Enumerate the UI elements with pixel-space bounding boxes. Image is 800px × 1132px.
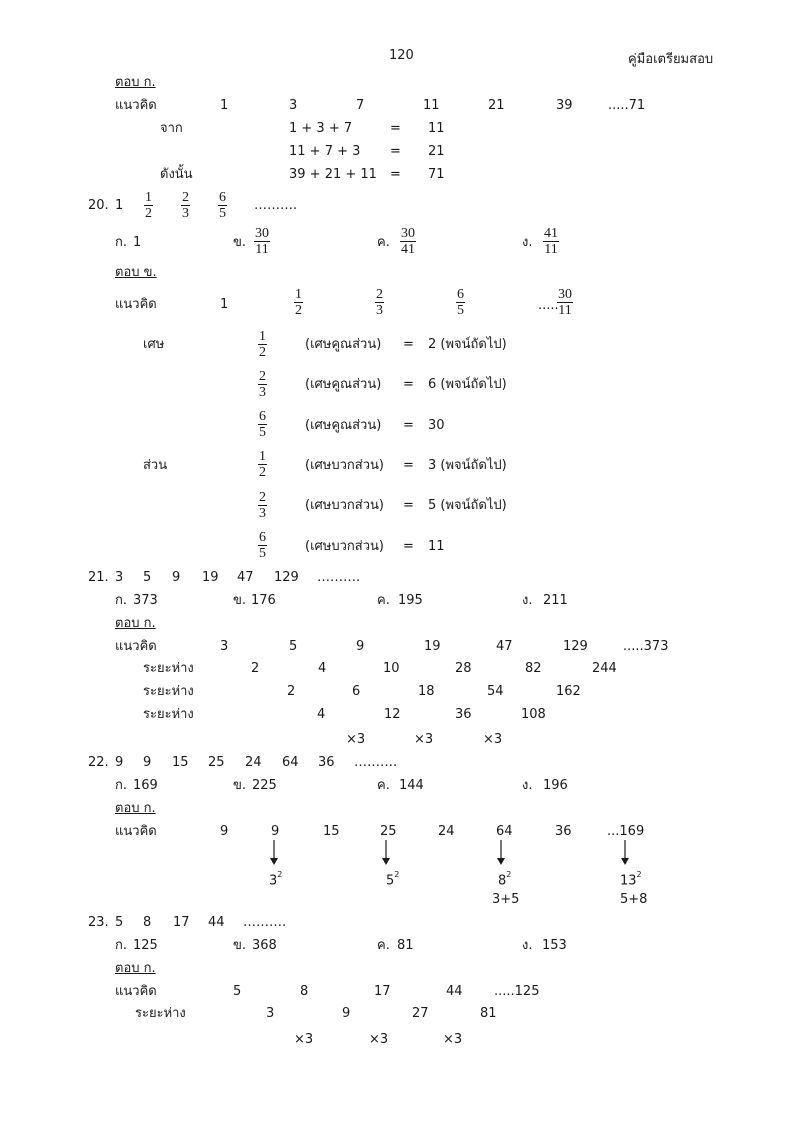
q22-answer: ตอบ ก. (115, 801, 156, 816)
q20-numerator-result: 6 (พจน์ถัดไป) (428, 377, 507, 392)
q21-approach-term: 5 (289, 639, 298, 654)
q21-diff2: 54 (487, 684, 504, 699)
q20-work-fraction: $\frac{1}{2}$ (259, 449, 266, 480)
q20-approach-end: $\frac{30}{11}$ (558, 287, 572, 318)
q20-add-note: (เศษบวกส่วน) (305, 458, 384, 473)
q23-option-a-label: ก. (115, 938, 128, 953)
q22-seq-term: 15 (172, 755, 189, 770)
q23-diff: 3 (266, 1006, 275, 1021)
q22-approach-term: 64 (496, 824, 513, 839)
q20-work-fraction: $\frac{2}{3}$ (259, 369, 266, 400)
q23-option-d-value: 153 (542, 938, 567, 953)
q23-seq-term: 5 (115, 915, 124, 930)
q22-number: 22. (88, 755, 109, 770)
q22-option-d-value: 196 (543, 778, 568, 793)
arrow-down-icon (496, 840, 506, 866)
q20-work-fraction: $\frac{6}{5}$ (259, 409, 266, 440)
q20-approach-fraction: $\frac{1}{2}$ (295, 287, 302, 318)
equals-sign: = (403, 498, 414, 513)
q21-diff1: 28 (455, 661, 472, 676)
q20-answer: ตอบ ข. (115, 265, 157, 280)
book-title: คู่มือเตรียมสอบ (628, 52, 714, 67)
q19-work-result: 71 (428, 167, 445, 182)
q21-option-d-value: 211 (543, 593, 568, 608)
q23-approach-term: 8 (300, 984, 309, 999)
q19-seq-term: 21 (488, 98, 505, 113)
q20-multiply-note: (เศษคูณส่วน) (305, 337, 382, 352)
q22-option-a-value: 169 (133, 778, 158, 793)
q21-option-d-label: ง. (522, 593, 533, 608)
q20-option-c-value: $\frac{30}{41}$ (401, 226, 415, 257)
q21-diff1: 2 (251, 661, 260, 676)
q22-option-c-value: 144 (399, 778, 424, 793)
q23-approach-term: 44 (446, 984, 463, 999)
q22-square: $13^2$ (620, 870, 642, 889)
q23-option-b-label: ข. (233, 938, 247, 953)
equals-sign: = (403, 337, 414, 352)
q20-numerator-result: 30 (428, 418, 445, 433)
q21-diff2: 162 (556, 684, 581, 699)
q21-diff1: 82 (525, 661, 542, 676)
q21-option-b-value: 176 (251, 593, 276, 608)
equals-sign: = (390, 167, 401, 182)
q20-ellipsis: ………. (254, 198, 298, 213)
q22-approach-term: ...169 (607, 824, 645, 839)
q20-work-fraction: $\frac{1}{2}$ (259, 329, 266, 360)
q23-seq-term: 8 (143, 915, 152, 930)
q19-seq-term: 39 (556, 98, 573, 113)
q20-option-d-value: $\frac{41}{11}$ (544, 226, 558, 257)
q21-diff1: 244 (592, 661, 617, 676)
q21-gap-label: ระยะห่าง (143, 684, 194, 699)
q23-number: 23. (88, 915, 109, 930)
q21-ratio: ×3 (414, 732, 434, 747)
q19-seq-term: 3 (289, 98, 298, 113)
q20-option-c-label: ค. (377, 235, 390, 250)
q23-diff: 27 (412, 1006, 429, 1021)
q21-ratio: ×3 (483, 732, 503, 747)
q20-option-a-label: ก. (115, 235, 128, 250)
q21-seq-term: 19 (202, 570, 219, 585)
q21-answer: ตอบ ก. (115, 616, 156, 631)
q22-seq-term: ………. (354, 755, 398, 770)
q21-diff3: 4 (317, 707, 326, 722)
q20-multiply-note: (เศษคูณส่วน) (305, 377, 382, 392)
equals-sign: = (403, 458, 414, 473)
q20-fraction: $\frac{1}{2}$ (145, 190, 152, 221)
q22-sum: 3+5 (492, 892, 520, 907)
q21-gap-label: ระยะห่าง (143, 707, 194, 722)
q21-approach-term: 19 (424, 639, 441, 654)
q21-option-a-value: 373 (133, 593, 158, 608)
equals-sign: = (390, 144, 401, 159)
q21-option-a-label: ก. (115, 593, 128, 608)
q22-square: $5^2$ (386, 870, 400, 889)
q22-approach-term: 9 (220, 824, 229, 839)
q19-work-expr: 11 + 7 + 3 (289, 144, 361, 159)
q20-numerator-result: 2 (พจน์ถัดไป) (428, 337, 507, 352)
q23-gap-label: ระยะห่าง (135, 1006, 186, 1021)
q19-work-expr: 39 + 21 + 11 (289, 167, 377, 182)
q21-diff2: 18 (418, 684, 435, 699)
arrow-down-icon (381, 840, 391, 866)
q19-answer: ตอบ ก. (115, 75, 156, 90)
q21-seq-term: 47 (237, 570, 254, 585)
q20-approach-dots: ..... (538, 298, 559, 313)
q20-denominator-label: ส่วน (143, 458, 168, 473)
q20-numerator-label: เศษ (143, 337, 165, 352)
equals-sign: = (403, 377, 414, 392)
q21-approach-term: .....373 (623, 639, 669, 654)
q23-approach-term: 17 (374, 984, 391, 999)
q22-approach-term: 36 (555, 824, 572, 839)
q19-seq-term: 11 (423, 98, 440, 113)
q22-approach-term: 15 (323, 824, 340, 839)
q20-fraction: $\frac{6}{5}$ (219, 190, 226, 221)
equals-sign: = (403, 539, 414, 554)
q22-option-d-label: ง. (522, 778, 533, 793)
q21-diff2: 6 (352, 684, 361, 699)
equals-sign: = (390, 121, 401, 136)
q22-square: $8^2$ (498, 870, 512, 889)
q19-work-expr: 1 + 3 + 7 (289, 121, 353, 136)
q23-approach-term: .....125 (494, 984, 540, 999)
q20-number: 20. (88, 198, 109, 213)
q22-seq-term: 64 (282, 755, 299, 770)
q21-diff3: 12 (384, 707, 401, 722)
q21-diff3: 108 (521, 707, 546, 722)
q23-ratio: ×3 (443, 1032, 463, 1047)
q22-seq-term: 25 (208, 755, 225, 770)
q23-approach-label: แนวคิด (115, 984, 157, 999)
q23-seq-term: 44 (208, 915, 225, 930)
q20-approach-fraction: $\frac{2}{3}$ (376, 287, 383, 318)
q22-approach-term: 25 (380, 824, 397, 839)
q22-seq-term: 36 (318, 755, 335, 770)
arrow-down-icon (620, 840, 630, 866)
q20-denominator-result: 5 (พจน์ถัดไป) (428, 498, 507, 513)
q20-option-b-label: ข. (233, 235, 247, 250)
q19-seq-term: 1 (220, 98, 229, 113)
q21-approach-term: 3 (220, 639, 229, 654)
q23-option-a-value: 125 (133, 938, 158, 953)
q23-option-d-label: ง. (522, 938, 533, 953)
q20-approach-first: 1 (220, 297, 229, 312)
q21-ratio: ×3 (346, 732, 366, 747)
q20-first-term: 1 (115, 198, 124, 213)
q21-diff1: 10 (383, 661, 400, 676)
q20-option-b-value: $\frac{30}{11}$ (255, 226, 269, 257)
q21-seq-term: 3 (115, 570, 124, 585)
q20-multiply-note: (เศษคูณส่วน) (305, 418, 382, 433)
q19-work-result: 21 (428, 144, 445, 159)
q23-option-b-value: 368 (252, 938, 277, 953)
q20-work-fraction: $\frac{6}{5}$ (259, 530, 266, 561)
q21-diff1: 4 (318, 661, 327, 676)
q23-seq-term: ………. (243, 915, 287, 930)
q21-approach-term: 47 (496, 639, 513, 654)
q21-approach-term: 9 (356, 639, 365, 654)
q22-square: $3^2$ (269, 870, 283, 889)
q21-seq-term: 5 (143, 570, 152, 585)
q22-seq-term: 9 (115, 755, 124, 770)
q19-seq-term: 7 (356, 98, 365, 113)
q19-seq-term: .....71 (608, 98, 646, 113)
q20-option-d-label: ง. (522, 235, 533, 250)
q21-approach-label: แนวคิด (115, 639, 157, 654)
q23-answer: ตอบ ก. (115, 961, 156, 976)
q19-approach-label: แนวคิด (115, 98, 157, 113)
q22-option-a-label: ก. (115, 778, 128, 793)
q23-seq-term: 17 (173, 915, 190, 930)
q20-option-a-value: 1 (133, 235, 142, 250)
q22-option-b-value: 225 (252, 778, 277, 793)
q20-approach-label: แนวคิด (115, 297, 157, 312)
q20-work-fraction: $\frac{2}{3}$ (259, 490, 266, 521)
q21-gap-label: ระยะห่าง (143, 661, 194, 676)
page-number: 120 (389, 48, 414, 63)
q23-diff: 9 (342, 1006, 351, 1021)
q20-add-note: (เศษบวกส่วน) (305, 498, 384, 513)
q21-approach-term: 129 (563, 639, 588, 654)
q19-work-result: 11 (428, 121, 445, 136)
q19-from-label: จาก (160, 121, 183, 136)
arrow-down-icon (269, 840, 279, 866)
q23-option-c-label: ค. (377, 938, 390, 953)
q23-diff: 81 (480, 1006, 497, 1021)
q22-seq-term: 9 (143, 755, 152, 770)
q21-seq-term: 9 (172, 570, 181, 585)
q21-option-c-label: ค. (377, 593, 390, 608)
q22-approach-label: แนวคิด (115, 824, 157, 839)
q22-sum: 5+8 (620, 892, 648, 907)
q20-approach-fraction: $\frac{6}{5}$ (457, 287, 464, 318)
q21-diff2: 2 (287, 684, 296, 699)
q21-number: 21. (88, 570, 109, 585)
q20-denominator-result: 3 (พจน์ถัดไป) (428, 458, 507, 473)
q22-option-b-label: ข. (233, 778, 247, 793)
q19-therefore-label: ดังนั้น (160, 167, 193, 182)
q21-seq-term: 129 (274, 570, 299, 585)
q23-approach-term: 5 (233, 984, 242, 999)
q21-diff3: 36 (455, 707, 472, 722)
q20-add-note: (เศษบวกส่วน) (305, 539, 384, 554)
q23-ratio: ×3 (369, 1032, 389, 1047)
q21-option-c-value: 195 (398, 593, 423, 608)
q20-denominator-result: 11 (428, 539, 445, 554)
q22-seq-term: 24 (245, 755, 262, 770)
equals-sign: = (403, 418, 414, 433)
q22-option-c-label: ค. (377, 778, 390, 793)
q22-approach-term: 24 (438, 824, 455, 839)
q20-fraction: $\frac{2}{3}$ (182, 190, 189, 221)
q23-option-c-value: 81 (397, 938, 414, 953)
q21-option-b-label: ข. (233, 593, 247, 608)
q21-seq-term: ………. (317, 570, 361, 585)
q23-ratio: ×3 (294, 1032, 314, 1047)
q22-approach-term: 9 (271, 824, 280, 839)
